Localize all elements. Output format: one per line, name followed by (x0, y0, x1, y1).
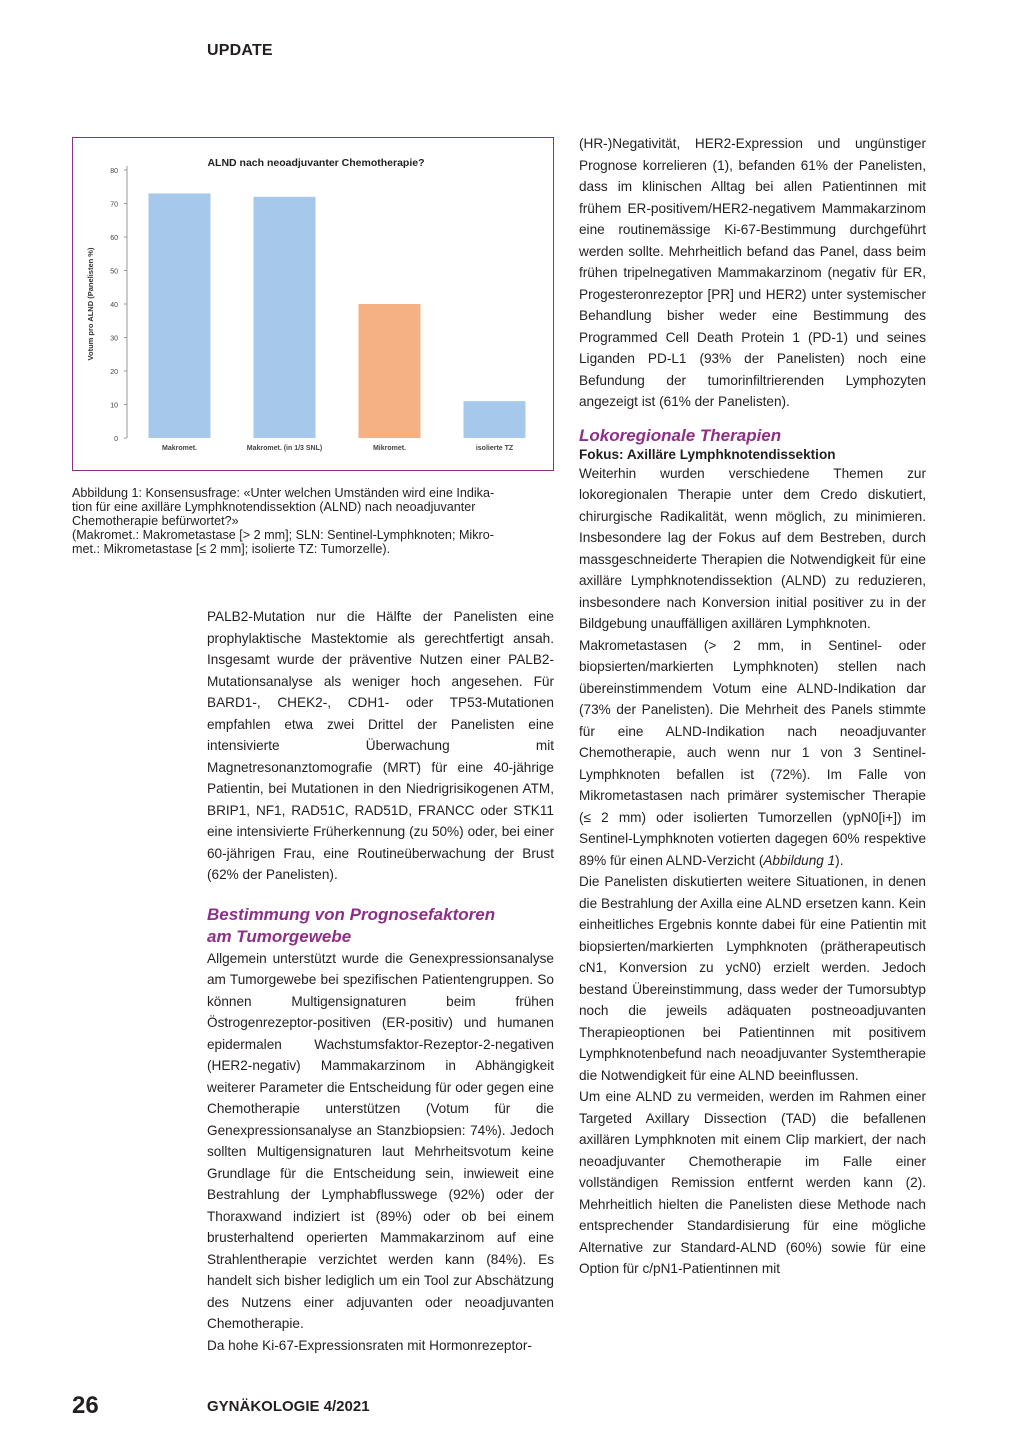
bar-chart (73, 138, 553, 469)
body-paragraph (579, 635, 926, 872)
bar-0 (149, 193, 211, 438)
caption-line: tion für eine axilläre Lymphknotendissektion (ALND) nach neoadjuvanter (72, 500, 476, 514)
paragraph-text: Makrometastasen (> 2 mm, in Sentinel- oder biopsierten/markierten Lymphknoten) stellen nach übereinstimmendem Votum eine ALND-Indikation dar (73% der Panelisten). Die Mehrheit des Panels stimmte für eine ALND-Indikation nach neoadjuvanter Chemotherapie, auch wenn nur 1 von 3 Sentinel-Lymphknoten befallen ist (72%). Im Falle von Mikrometastasen nach primärer systemischer Therapie (≤ 2 mm) oder isolierten Tumorzellen (ypN0[i+]) im Sentinel-Lymphknoten votierten dagegen 60% respektive 89% für einen ALND-Verzicht ( (579, 637, 926, 868)
right-column (579, 133, 926, 1280)
body-paragraph: Allgemein unterstützt wurde die Genexpressionsanalyse am Tumorgewebe bei spezifischen Patientengruppen. So können Multigensignaturen beim frühen Östrogenrezeptor-positiven (ER-positiv) und humanen epidermalen Wachstumsfaktor-Rezeptor-2-negativen (HER2-negativ) Mammakarzinom in Abhängigkeit weiterer Parameter die Entscheidung für oder gegen eine Chemotherapie unterstützen (Votum für die Genexpressionsanalyse an Stanzbiopsien: 74%). Jedoch sollten Multigensignaturen laut Mehrheitsvotum keine Grundlage für die Entscheidung sein, inwieweit eine Bestrahlung der Lymphabflusswege (92%) oder der Thoraxwand indiziert ist (89%) oder ob bei einem brusterhaltend operierten Mammakarzinom auf eine Strahlentherapie verzichtet werden kann (84%). Es handelt sich bisher lediglich um ein Tool zur Abschätzung des Nutzens einer adjuvanten oder neoadjuvanten Chemotherapie. (207, 950, 554, 1331)
figure-frame (72, 137, 554, 471)
y-tick-label: 10 (110, 402, 118, 410)
x-tick-label: Mikromet. (372, 445, 407, 452)
x-tick-label: Makromet. (161, 445, 198, 452)
figure-caption (72, 486, 554, 556)
bar-3 (464, 401, 526, 438)
x-tick-label: Makromet. (in 1/3 SNL) (246, 445, 323, 452)
y-tick-label: 60 (110, 235, 118, 242)
y-axis-label: Votum pro ALND (Panelisten %) (86, 247, 95, 361)
subheading: Fokus: Axilläre Lymphknotendissektion (579, 446, 836, 462)
heading-line: am Tumorgewebe (207, 926, 352, 946)
body-paragraph: (HR-)Negativität, HER2-Expression und ungünstiger Prognose korrelieren (1), befanden 61% der Panelisten, dass im klinischen Alltag bei allen Patientinnen mit frühem ER-positivem/HER2-negativem Mammakarzinom eine routinemässige Ki-67-Bestimmung durchgeführt werden sollte. Mehrheitlich befand das Panel, dass beim frühen tripelnegativen Mammakarzinom (negativ für ER, Progesteronrezeptor [PR] und HER2) unter systemischer Behandlung bisher weder eine Bestimmung des Programmed Cell Death Protein 1 (PD-1) und seines Liganden PD-L1 (93% der Panelisten) noch eine Befundung der tumorinfiltrierenden Lymphozyten angezeigt ist (61% der Panelisten). (579, 136, 926, 409)
middle-column (207, 606, 554, 1356)
caption-line: Chemotherapie befürwortet?» (72, 514, 239, 528)
heading-line: Bestimmung von Prognosefaktoren (207, 904, 496, 924)
y-tick-label: 80 (110, 168, 118, 175)
x-tick-label: isolierte TZ (475, 445, 514, 452)
body-paragraph: Weiterhin wurden verschiedene Themen zur lokoregionalen Therapie unter dem Credo diskutiert, chirurgische Radikalität, wenn möglich, zu minimieren. Insbesondere lag der Fokus auf dem Bestreben, durch massgeschneiderte Therapien die Notwendigkeit für eine axilläre Lymphknotendissektion (ALND) zu reduzieren, insbesondere nach Konversion initial positiver zu in der Bildgebung unauffälligen axillären Lymphknoten. (579, 465, 926, 631)
y-tick-label: 0 (114, 436, 118, 443)
y-tick-label: 20 (110, 369, 118, 376)
caption-line: (Makromet.: Makrometastase [> 2 mm]; SLN: Sentinel-Lymphknoten; Mikro- (72, 528, 494, 542)
chart-title: ALND nach neoadjuvanter Chemotherapie? (207, 157, 425, 169)
body-paragraph: Da hohe Ki-67-Expressionsraten mit Hormonrezeptor- (207, 1337, 532, 1353)
y-tick-label: 40 (110, 302, 118, 309)
paragraph-text: ). (835, 852, 844, 868)
figure-reference: Abbildung 1 (763, 852, 836, 868)
body-paragraph: Um eine ALND zu vermeiden, werden im Rahmen einer Targeted Axillary Dissection (TAD) die befallenen axillären Lymphknoten mit einem Clip markiert, der nach neoadjuvanter Chemotherapie im Falle einer vollständigen Remission entfernt werden kann (2). Mehrheitlich hielten die Panelisten diese Methode nach entsprechender Standardisierung für eine mögliche Alternative zur Standard-ALND (60%) sowie für eine Option für c/pN1-Patientinnen mit (579, 1089, 926, 1276)
y-tick-label: 50 (110, 268, 118, 276)
body-paragraph: Die Panelisten diskutierten weitere Situationen, in denen die Bestrahlung der Axilla eine ALND ersetzen kann. Kein einheitliches Ergebnis konnte dabei für eine Patientin mit biopsierten/markierten Lymphknoten (prätherapeutisch cN1, Konversion zu ycN0) erzielt werden. Jedoch bestand Übereinstimmung, dass weder der Tumorsubtyp noch die jeweils adäquaten postneoadjuvanten Therapieoptionen bei Patientinnen mit positivem Lymphknotenbefund nach neoadjuvanter Systemtherapie die Notwendigkeit für eine ALND beeinflussen. (579, 874, 926, 1083)
bar-2 (359, 304, 421, 438)
y-tick-label: 70 (110, 201, 118, 209)
section-heading (207, 904, 554, 948)
caption-line: met.: Mikrometastase [≤ 2 mm]; isolierte TZ: Tumorzelle). (72, 542, 391, 556)
section-heading: Lokoregionale Therapien (579, 425, 782, 445)
caption-line: Abbildung 1: Konsensusfrage: «Unter welchen Umständen wird eine Indika- (72, 486, 495, 500)
bar-1 (254, 197, 316, 438)
body-paragraph: PALB2-Mutation nur die Hälfte der Panelisten eine prophylaktische Mastektomie als gerechtfertigt ansah. Insgesamt wurde der präventive Nutzen einer PALB2-Mutationsanalyse als weniger hoch angesehen. Für BARD1-, CHEK2-, CDH1- oder TP53-Mutationen empfahlen etwa zwei Drittel der Panelisten eine intensivierte Überwachung mit Magnetresonanztomografie (MRT) für eine 40-jährige Patientin, bei Mutationen in den Niedrigrisikogenen ATM, BRIP1, NF1, RAD51C, RAD51D, FRANCC oder STK11 eine intensivierte Früherkennung (zu 50%) oder, bei einer 60-jährigen Frau, eine Routineüberwachung der Brust (62% der Panelisten). (207, 609, 554, 882)
page-number: 26 (72, 1392, 99, 1419)
section-header: UPDATE (207, 42, 273, 59)
y-tick-label: 30 (110, 335, 118, 343)
journal-name: GYNÄKOLOGIE 4/2021 (207, 1398, 370, 1415)
